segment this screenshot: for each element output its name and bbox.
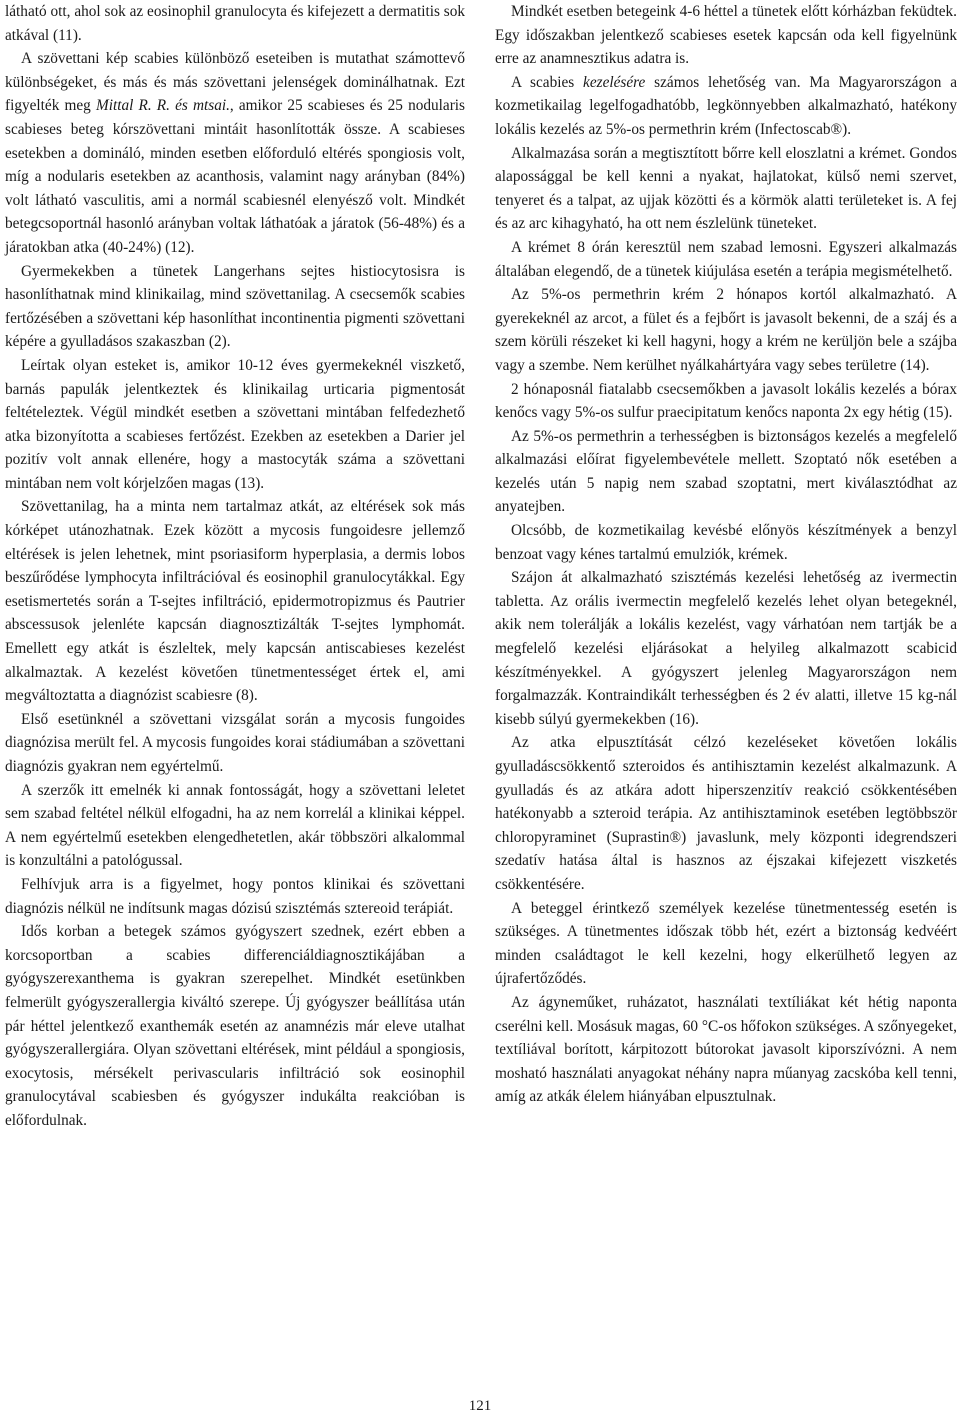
paragraph: Olcsóbb, de kozmetikailag kevésbé előnyös készítmények a benzyl benzoat vagy kénes tartalmú emulziók, krémek. <box>495 522 957 563</box>
paragraph-text: számos lehetőség van. Ma Magyarországon a kozmetikailag legelfogadhatóbb, legkönnyebben alkalmazható, hatékony lokális kezelés az 5%-os permethrin krém (Infectoscab®). <box>495 73 957 138</box>
paragraph: Felhívjuk arra is a figyelmet, hogy pontos klinikai és szövettani diagnózis nélkül ne indítsunk magas dózisú szisztémás sztereoid terápiát. <box>5 875 465 917</box>
author-citation: Mittal R. R. és mtsai. <box>95 97 230 115</box>
paragraph-text: A szövettani kép scabies különböző eseteiben is mutathat számottevő különbségeket, és más és más szövettani jelenségek dominálhatnak. Ezt figyelték meg <box>5 50 465 115</box>
paragraph <box>5 47 465 259</box>
paragraph: A szerzők itt emelnék ki annak fontosságát, hogy a szövettani leletet sem szabad feltétel nélkül elfogadni, ha az nem korrelál a klinikai képpel. A nem egyértelmű esetekben elengedhetetlen, akár többszöri alkalommal is konzultálni a patológussal. <box>5 781 465 870</box>
paragraph: A beteggel érintkező személyek kezelése tünetmentesség esetén is szükséges. A tünetmentes időszak több hét, ezért a biztonság kedvéért minden családtagot le kell kezelni, hogy elkerülhető legyen az újrafertőződés. <box>495 899 957 988</box>
paragraph: Leírtak olyan esteket is, amikor 10-12 éves gyermekeknél viszkető, barnás papulák jelentkeztek és klinikailag urticaria pigmentosát feltételeztek. Végül mindkét esetben a szövettani mintában felfedezhető atka bizonyította a scabieses fertőzést. Ezekben az esetekben a Darier jel pozitív volt annak ellenére, hogy a mastocyták száma a szövettani mintában nem volt kórjelzően magas (13). <box>5 356 465 492</box>
paragraph: A krémet 8 órán keresztül nem szabad lemosni. Egyszeri alkalmazás általában elegendő, de a tünetek kiújulása esetén a terápia megismételhető. <box>495 238 957 280</box>
paragraph-text: , amikor 25 scabieses és 25 nodularis scabieses beteg kórszövettani mintáit hasonlították össze. A scabieses esetekben a domináló, minden esetben előforduló eltérés spongiosis volt, míg a nodularis esetekben az acanthosis, valamint nagy arányban (84%) volt látható vasculitis, ami a normál scabiesnél elenyésző volt. Mindkét betegcsoportnál hasonló arányban voltak láthatóak a járatok (56-48%) és a járatokban atka (40-24%) (12). <box>5 97 466 256</box>
paragraph: Első esetünknél a szövettani vizsgálat során a mycosis fungoides diagnózisa merült fel. A mycosis fungoides korai stádiumában a szövettani diagnózis gyakran nem egyértelmű. <box>5 710 465 775</box>
page-number: 121 <box>468 1398 492 1414</box>
paragraph: Az atka elpusztítását célzó kezeléseket követően lokális gyulladáscsökkentő szteroidos és antihisztamin kezelést alkalmazunk. A gyulladás és az atkára adott hiperszenzitív reakció csökkentésében hatékonyabb a szteroid terápia. Az antihisztaminok esetében legtöbbször chloropyraminet (Suprastin®) javaslunk, mely központi idegrendszeri szedatív hatása által is hasznos az éjszakai kifejezett viszketés csökkentésére. <box>495 734 957 893</box>
paragraph: Az 5%-os permethrin krém 2 hónapos kortól alkalmazható. A gyerekeknél az arcot, a fület és a fejbőrt is javasolt bekenni, de a száj és a szem körüli részeket ki kell hagyni, hogy a krém ne kerüljön bele a szájba vagy a szembe. Nem kerülhet nyálkahártyára vagy sebes területre (14). <box>495 286 957 374</box>
paragraph: Alkalmazása során a megtisztított bőrre kell eloszlatni a krémet. Gondos alapossággal be kell kenni a nyakat, hajlatokat, külső nemi szervet, tenyeret és a talpat, az ujjak közötti és a körmök alatti területeket is. A fej és az arc kihagyható, ha ott nem észlelünk tüneteket. <box>495 144 957 233</box>
paragraph: Szövettanilag, ha a minta nem tartalmaz atkát, az eltérések sok más kórképet utánozhatnak. Ezek között a mycosis fungoidesre jellemző eltérések is jelen lehetnek, mint psoriasiform hyperplasia, a dermis lobos beszűrődése lymphocyta infiltrációval és eosinophil granulocytákkal. Egy esetismertetés során a T-sejtes infiltráció, epidermotropizmus és Pautrier abscessusok jelenléte kapcsán diagnosztizálták T-sejtes lymphomát. Emellett egy atkát is észleltek, mely kapcsán antiscabieses kezelést alkalmaztak. A kezelést követően tünetmentességet értek el, ami megváltoztatta a diagnózist scabiesre (8). <box>5 498 465 705</box>
paragraph <box>495 71 957 142</box>
paragraph: Mindkét esetben betegeink 4-6 héttel a tünetek előtt kórházban feküdtek. Egy időszakban jelentkező scabieses esetek kapcsán oda kell figyelnünk erre az anamnesztikus adatra is. <box>495 3 957 68</box>
paragraph: látható ott, ahol sok az eosinophil granulocyta és kifejezett a dermatitis sok atkával (11). <box>5 3 465 44</box>
right-column <box>495 0 957 1109</box>
paragraph: Szájon át alkalmazható szisztémás kezelési lehetőség az ivermectin tabletta. Az orális ivermectin megfelelő kezelés lehet olyan betegeknél, akik nem tolerálják a lokális kezelést, vagy várhatóan nem tartják be a megfelelő kezelési eljárásokat a helyileg alkalmazott scabicid készítményekkel. A gyógyszert jelenleg Magyarországon nem forgalmazzák. Kontraindikált terhességben és 2 év alatti, illetve 15 kg-nál kisebb súlyú gyermekekben (16). <box>495 569 957 728</box>
paragraph-text: A scabies <box>511 73 584 91</box>
paragraph: Az 5%-os permethrin a terhességben is biztonságos kezelés a megfelelő alkalmazási előírat figyelembevétele mellett. Szoptató nők esetében a kezelés után 5 napig nem szabad szoptatni, mert kiválasztódhat az anyatejben. <box>495 427 957 516</box>
paragraph: Gyermekekben a tünetek Langerhans sejtes histiocytosisra is hasonlíthatnak mind klinikailag, mind szövettanilag. A csecsemők scabies fertőzésében a szövettani kép hasonlíthat incontinentia pigmenti szövettani képére a gyulladásos szakaszban (2). <box>5 262 465 351</box>
paragraph: Az ágyneműket, ruházatot, használati textíliákat két hétig naponta cserélni kell. Mosásuk magas, 60 °C-os hőfokon szükséges. A szőnyegeket, textíliával borított, kárpitozott bútorokat javasolt kiporszívózni. A nem mosható használati anyagokat néhány napra műanyag zacskóba kell tenni, amíg az atkák élelem hiányában elpusztulnak. <box>495 993 957 1106</box>
emphasis: kezelésére <box>583 73 646 91</box>
paragraph: 2 hónaposnál fiatalabb csecsemőkben a javasolt lokális kezelés a bórax kenőcs vagy 5%-os sulfur praecipitatum kenőcs naponta 2x egy hétig (15). <box>495 380 957 422</box>
paragraph: Idős korban a betegek számos gyógyszert szednek, ezért ebben a korcsoportban a scabies differenciáldiagnosztikájában a gyógyszerexanthema is gyakran szerepelhet. Mindkét esetünkben felmerült gyógyszerallergia kiváltó szerepe. Új gyógyszer beállítása után pár héttel jelentkező exanthemák esetén az anamnézis már eleve utalhat gyógyszerallergiára. Olyan szövettani eltérések, mint például a spongiosis, exocytosis, mérsékelt perivascularis infiltráció sok eosinophil granulocytával scabiesben és gyógyszer indukálta reakcióban is előfordulnak. <box>5 923 465 1129</box>
left-column <box>5 0 465 1133</box>
